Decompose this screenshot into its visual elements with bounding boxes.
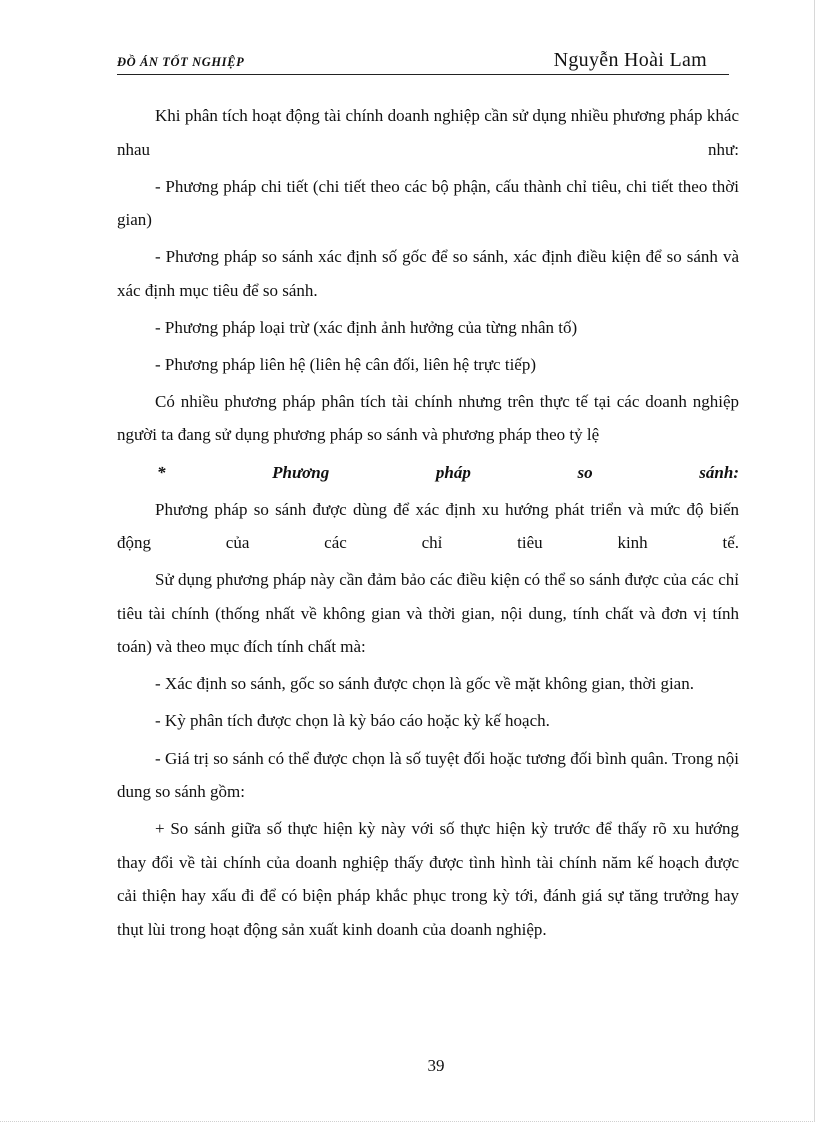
paragraph: - Phương pháp loại trừ (xác định ảnh hưởng của từng nhân tố)	[155, 317, 578, 337]
page-number: 39	[427, 1056, 445, 1075]
paragraph: Phương pháp so sánh được dùng để xác định xu hướng phát triển và mức độ biến động của các chỉ tiêu kinh tế.	[117, 499, 739, 553]
section-heading: * Phương pháp so sánh:	[157, 462, 739, 482]
paragraph: - Phương pháp liên hệ (liên hệ cân đối, liên hệ trực tiếp)	[155, 354, 536, 374]
paragraph: + So sánh giữa số thực hiện kỳ này với số thực hiện kỳ trước để thấy rõ xu hướng thay đổi về tài chính của doanh nghiệp thấy được tình hình tài chính năm kế hoạch được cải thiện hay xấu đi để có biện pháp khắc phục trong kỳ tới, đánh giá sự tăng trưởng hay thụt lùi trong hoạt động sản xuất kinh doanh của doanh nghiệp.	[117, 819, 739, 939]
paragraph: Khi phân tích hoạt động tài chính doanh nghiệp cần sử dụng nhiều phương pháp khác nhau như:	[117, 106, 739, 159]
paragraph: - Xác định so sánh, gốc so sánh được chọn là gốc về mặt không gian, thời gian.	[155, 674, 694, 694]
paragraph: - Phương pháp so sánh xác định số gốc để so sánh, xác định điều kiện để so sánh và xác định mục tiêu để so sánh.	[117, 247, 739, 300]
header-document-type: ĐỒ ÁN TỐT NGHIỆP	[117, 55, 245, 69]
paragraph: Có nhiều phương pháp phân tích tài chính nhưng trên thực tế tại các doanh nghiệp người ta đang sử dụng phương pháp so sánh và phương pháp theo tỷ lệ	[117, 391, 739, 445]
header-author-name: Nguyễn Hoài Lam	[553, 49, 707, 71]
paragraph: - Kỳ phân tích được chọn là kỳ báo cáo hoặc kỳ kế hoạch.	[155, 711, 550, 731]
paragraph: - Giá trị so sánh có thể được chọn là số tuyệt đối hoặc tương đối bình quân. Trong nội dung so sánh gồm:	[117, 748, 739, 802]
paragraph: Sử dụng phương pháp này cần đảm bảo các điều kiện có thể so sánh được của các chỉ tiêu tài chính (thống nhất về không gian và thời gian, nội dung, tính chất và đơn vị tính toán) và theo mục đích tính chất mà:	[117, 570, 739, 657]
paragraph: - Phương pháp chi tiết (chi tiết theo các bộ phận, cấu thành chỉ tiêu, chi tiết theo thời gian)	[117, 176, 739, 230]
body-text	[117, 99, 739, 950]
page-header	[117, 44, 729, 75]
